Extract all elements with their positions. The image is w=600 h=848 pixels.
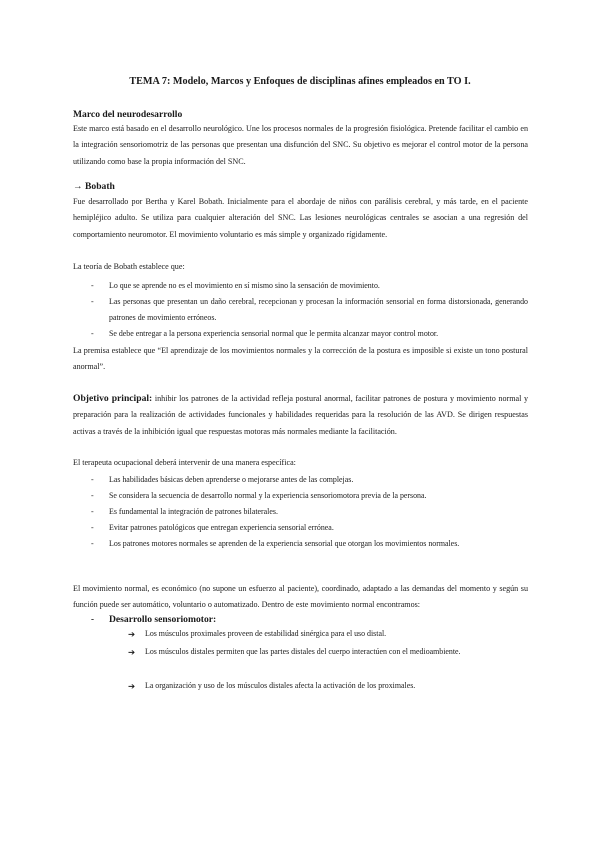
theory-item: Las personas que presentan un daño cerebral, recepcionan y procesan la información sensorial en forma distorsionada, generando patrones de movimiento erróneos. [109,297,528,323]
to-item: Las habilidades básicas deben aprenderse o mejorarse antes de las complejas. [109,475,354,484]
to-item: Es fundamental la integración de patrones bilaterales. [109,507,278,516]
sub-item: La organización y uso de los músculos distales afecta la activación de los proximales. [145,681,416,690]
to-item: Los patrones motores normales se aprenden de la experiencia sensorial que otorgan los movimientos normales. [109,539,460,548]
dash-bullet: - [91,475,94,484]
objetivo-paragraph [73,391,528,440]
dash-bullet: - [91,281,94,290]
right-arrow-icon: → [73,181,83,192]
to-item: Evitar patrones patológicos que entregan experiencia sensorial errónea. [109,523,334,532]
right-arrow-icon: ➔ [128,629,136,639]
theory-item: Lo que se aprende no es el movimiento en sí mismo sino la sensación de movimiento. [109,281,380,290]
sub-item: Los músculos proximales proveen de estabilidad sinérgica para el uso distal. [145,629,387,638]
to-item: Se considera la secuencia de desarrollo normal y la experiencia sensoriomotora previa de la persona. [109,491,427,500]
bobath-theory-intro: La teoría de Bobath establece que: [73,262,185,271]
marco-paragraph: Este marco está basado en el desarrollo neurológico. Une los procesos normales de la progresión fisiológica. Pretende facilitar el cambio en la integración sensoriomotriz de las personas que presentan una disfunción del SNC. Su objetivo es mejorar el control motor de la persona utilizando como base la propia información del SNC. [73,124,528,166]
dash-bullet: - [91,614,94,624]
dash-bullet: - [91,329,94,338]
right-arrow-icon: ➔ [128,647,136,657]
dash-bullet: - [91,297,94,306]
bobath-premise: La premisa establece que “El aprendizaje de los movimientos normales y la corrección de la postura es imposible si existe un tono postural anormal”. [73,346,528,372]
sub-item: Los músculos distales permiten que las partes distales del cuerpo interactúen con el medioambiente. [145,647,461,656]
bobath-heading-row [73,181,115,192]
dash-bullet: - [91,491,94,500]
marco-heading: Marco del neurodesarrollo [73,109,183,120]
right-arrow-icon: ➔ [128,681,136,691]
dash-bullet: - [91,507,94,516]
desarrollo-heading: Desarrollo sensoriomotor: [109,614,217,625]
to-intro: El terapeuta ocupacional deberá intervenir de una manera específica: [73,458,296,467]
objetivo-label: Objetivo principal: [73,393,153,404]
page-title: TEMA 7: Modelo, Marcos y Enfoques de disciplinas afines empleados en TO I. [129,76,471,87]
bobath-heading: Bobath [85,181,115,192]
movimiento-paragraph: El movimiento normal, es económico (no supone un esfuerzo al paciente), coordinado, adaptado a las demandas del momento y según su función puede ser automático, voluntario o automatizado. Dentro de este movimiento normal encontramos: [73,584,528,610]
objetivo-text: inhibir los patrones de la actividad refleja postural anormal, facilitar patrones de postura y movimiento normal y preparación para la realización de actividades funcionales y habilidades requeridas para la resolución de las AVD. Se dirigen respuestas activas a través de la inhibición igual que respuestas motoras más normales mediante la facilitación. [73,394,529,436]
bobath-paragraph: Fue desarrollado por Bertha y Karel Bobath. Inicialmente para el abordaje de niños con parálisis cerebral, y más tarde, en el paciente hemipléjico adulto. Se utiliza para cualquier alteración del SNC. Las lesiones neurológicas centrales se asocian a una regresión del comportamiento neuromotor. El movimiento voluntario es más simple y organizado rígidamente. [73,197,528,239]
dash-bullet: - [91,523,94,532]
theory-item: Se debe entregar a la persona experiencia sensorial normal que le permita alcanzar mayor control motor. [109,329,439,338]
dash-bullet: - [91,539,94,548]
